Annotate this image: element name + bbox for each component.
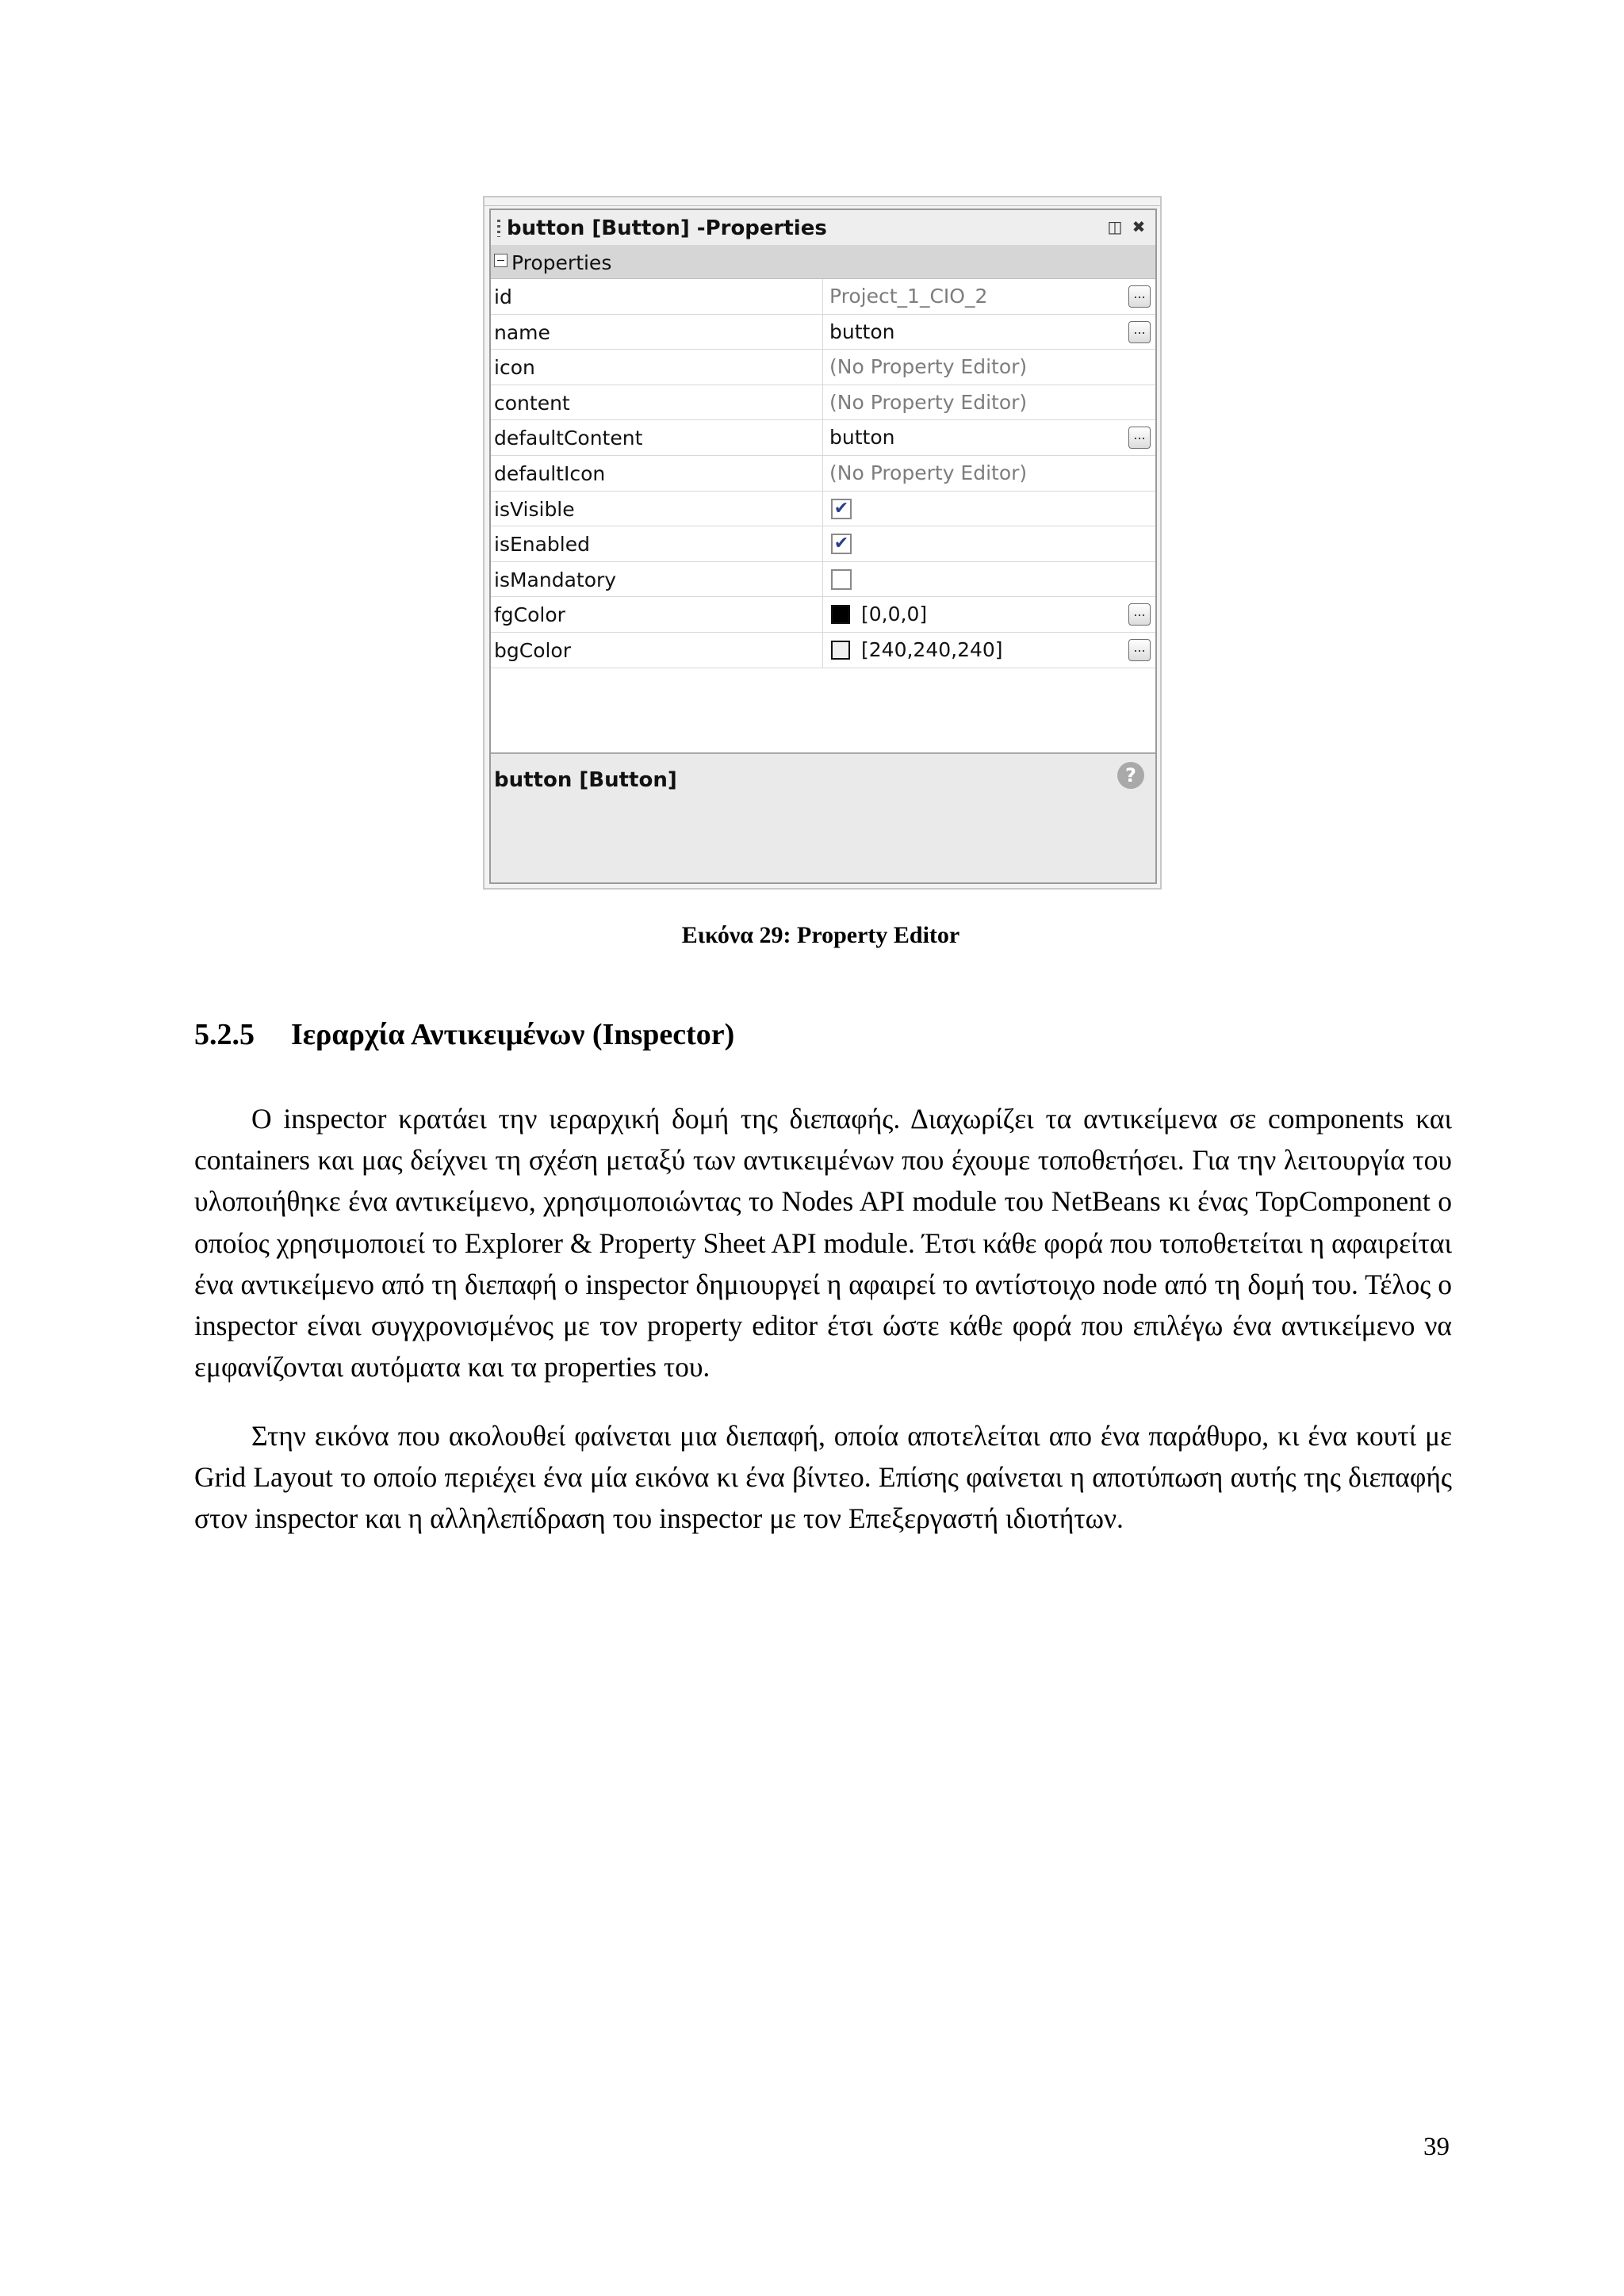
properties-window: [489, 209, 1157, 884]
property-value-cell[interactable]: [822, 315, 1155, 350]
property-value-cell[interactable]: [822, 562, 1155, 597]
figure-caption: Εικόνα 29: Property Editor: [681, 922, 960, 948]
description-title: button [Button]: [494, 768, 677, 792]
property-value[interactable]: button: [829, 320, 895, 343]
property-row-defaultIcon[interactable]: [491, 456, 1155, 492]
property-sheet: [491, 279, 1155, 668]
property-value[interactable]: button: [829, 426, 895, 450]
close-icon[interactable]: ✖: [1132, 217, 1146, 236]
property-value[interactable]: (No Property Editor): [829, 461, 1028, 484]
property-name: isVisible: [494, 497, 575, 521]
property-value-cell[interactable]: [822, 526, 1155, 561]
property-row-name[interactable]: [491, 315, 1155, 350]
property-value-cell[interactable]: [822, 279, 1155, 314]
property-value-cell[interactable]: [822, 597, 1155, 632]
property-row-id[interactable]: [491, 279, 1155, 315]
property-value-cell[interactable]: [822, 633, 1155, 668]
property-row-fgColor[interactable]: [491, 597, 1155, 633]
property-row-isMandatory[interactable]: [491, 562, 1155, 598]
checkbox[interactable]: [831, 534, 852, 554]
description-area: [491, 752, 1155, 882]
color-swatch: [831, 605, 850, 624]
property-value-cell[interactable]: [822, 420, 1155, 455]
help-icon[interactable]: ?: [1117, 762, 1144, 789]
property-row-defaultContent[interactable]: [491, 420, 1155, 456]
section-title: Ιεραρχία Αντικειμένων (Inspector): [291, 1018, 735, 1051]
property-editor-figure: [483, 196, 1162, 890]
property-name: isEnabled: [494, 533, 590, 557]
property-row-isVisible[interactable]: [491, 492, 1155, 527]
property-name: bgColor: [494, 638, 572, 662]
custom-editor-button[interactable]: ...: [1128, 603, 1151, 626]
paragraph-2: Στην εικόνα που ακολουθεί φαίνεται μια διεπαφή, οποία αποτελείται απο ένα παράθυρο, κι ένα κουτί με Grid Layout το οποίο περιέχει ένα μία εικόνα κι ένα βίντεο. Επίσης φαίνεται η αποτύπωση αυτής της διεπαφής στον inspector και η αλληλεπίδραση του inspector με τον Επεξεργαστή ιδιοτήτων.: [194, 1420, 1452, 1535]
checkbox[interactable]: [831, 499, 852, 519]
titlebar-icons: [1106, 218, 1147, 235]
custom-editor-button[interactable]: ...: [1128, 321, 1151, 343]
property-name: content: [494, 391, 570, 415]
grip-icon[interactable]: [497, 220, 500, 237]
property-value-cell[interactable]: [822, 456, 1155, 491]
properties-section-header[interactable]: [491, 245, 1155, 279]
property-value[interactable]: (No Property Editor): [829, 355, 1028, 379]
property-name: defaultContent: [494, 427, 643, 450]
collapse-minus-icon[interactable]: [494, 254, 508, 267]
property-name: fgColor: [494, 603, 565, 627]
panel-top-strip: [485, 197, 1160, 206]
property-value[interactable]: (No Property Editor): [829, 390, 1028, 414]
section-label: Properties: [511, 251, 612, 274]
property-value-cell[interactable]: [822, 350, 1155, 385]
custom-editor-button[interactable]: ...: [1128, 639, 1151, 661]
panel-titlebar: [491, 210, 1155, 246]
property-value-cell[interactable]: [822, 492, 1155, 526]
page-number: 39: [1423, 2133, 1450, 2161]
check-icon: ✔: [833, 534, 849, 554]
custom-editor-button[interactable]: ...: [1128, 427, 1151, 449]
section-heading: [194, 1017, 734, 1052]
color-value[interactable]: [0,0,0]: [861, 603, 928, 626]
property-name: defaultIcon: [494, 461, 606, 485]
checkbox[interactable]: [831, 569, 852, 590]
property-name: icon: [494, 356, 535, 380]
section-number: 5.2.5: [194, 1018, 255, 1051]
paragraph-1: Ο inspector κρατάει την ιεραρχική δομή της διεπαφής. Διαχωρίζει τα αντικείμενα σε components και containers και μας δείχνει τη σχέση μεταξύ των αντικειμένων που έχουμε τοποθετήσει. Για την λειτουργία του υλοποιήθηκε ένα αντικείμενο, χρησιμοποιώντας το Nodes API module του NetBeans κι ένας TopComponent ο οποίος χρησιμοποιεί το Explorer & Property Sheet API module. Έτσι κάθε φορά που τοποθετείται η αφαιρείται ένα αντικείμενο από τη διεπαφή ο inspector δημιουργεί η αφαιρεί το αντίστοιχο node από τη δομή του. Τέλος ο inspector είναι συγχρονισμένος με τον property editor έτσι ώστε κάθε φορά που επιλέγω ένα αντικείμενο να εμφανίζονται αυτόματα και τα properties του.: [194, 1103, 1452, 1383]
color-value[interactable]: [240,240,240]: [861, 637, 1003, 661]
property-value-cell[interactable]: [822, 385, 1155, 420]
property-name: isMandatory: [494, 568, 617, 591]
property-name: name: [494, 320, 550, 344]
panel-title: button [Button] -Properties: [507, 216, 827, 240]
check-icon: ✔: [833, 498, 849, 519]
property-value[interactable]: Project_1_CIO_2: [829, 285, 988, 308]
color-swatch: [831, 641, 850, 660]
property-row-isEnabled[interactable]: [491, 526, 1155, 562]
custom-editor-button[interactable]: ...: [1128, 285, 1151, 308]
property-row-icon[interactable]: [491, 350, 1155, 385]
pin-icon[interactable]: ◫: [1107, 217, 1123, 236]
property-row-bgColor[interactable]: [491, 633, 1155, 668]
property-name: id: [494, 285, 512, 308]
property-row-content[interactable]: [491, 385, 1155, 421]
